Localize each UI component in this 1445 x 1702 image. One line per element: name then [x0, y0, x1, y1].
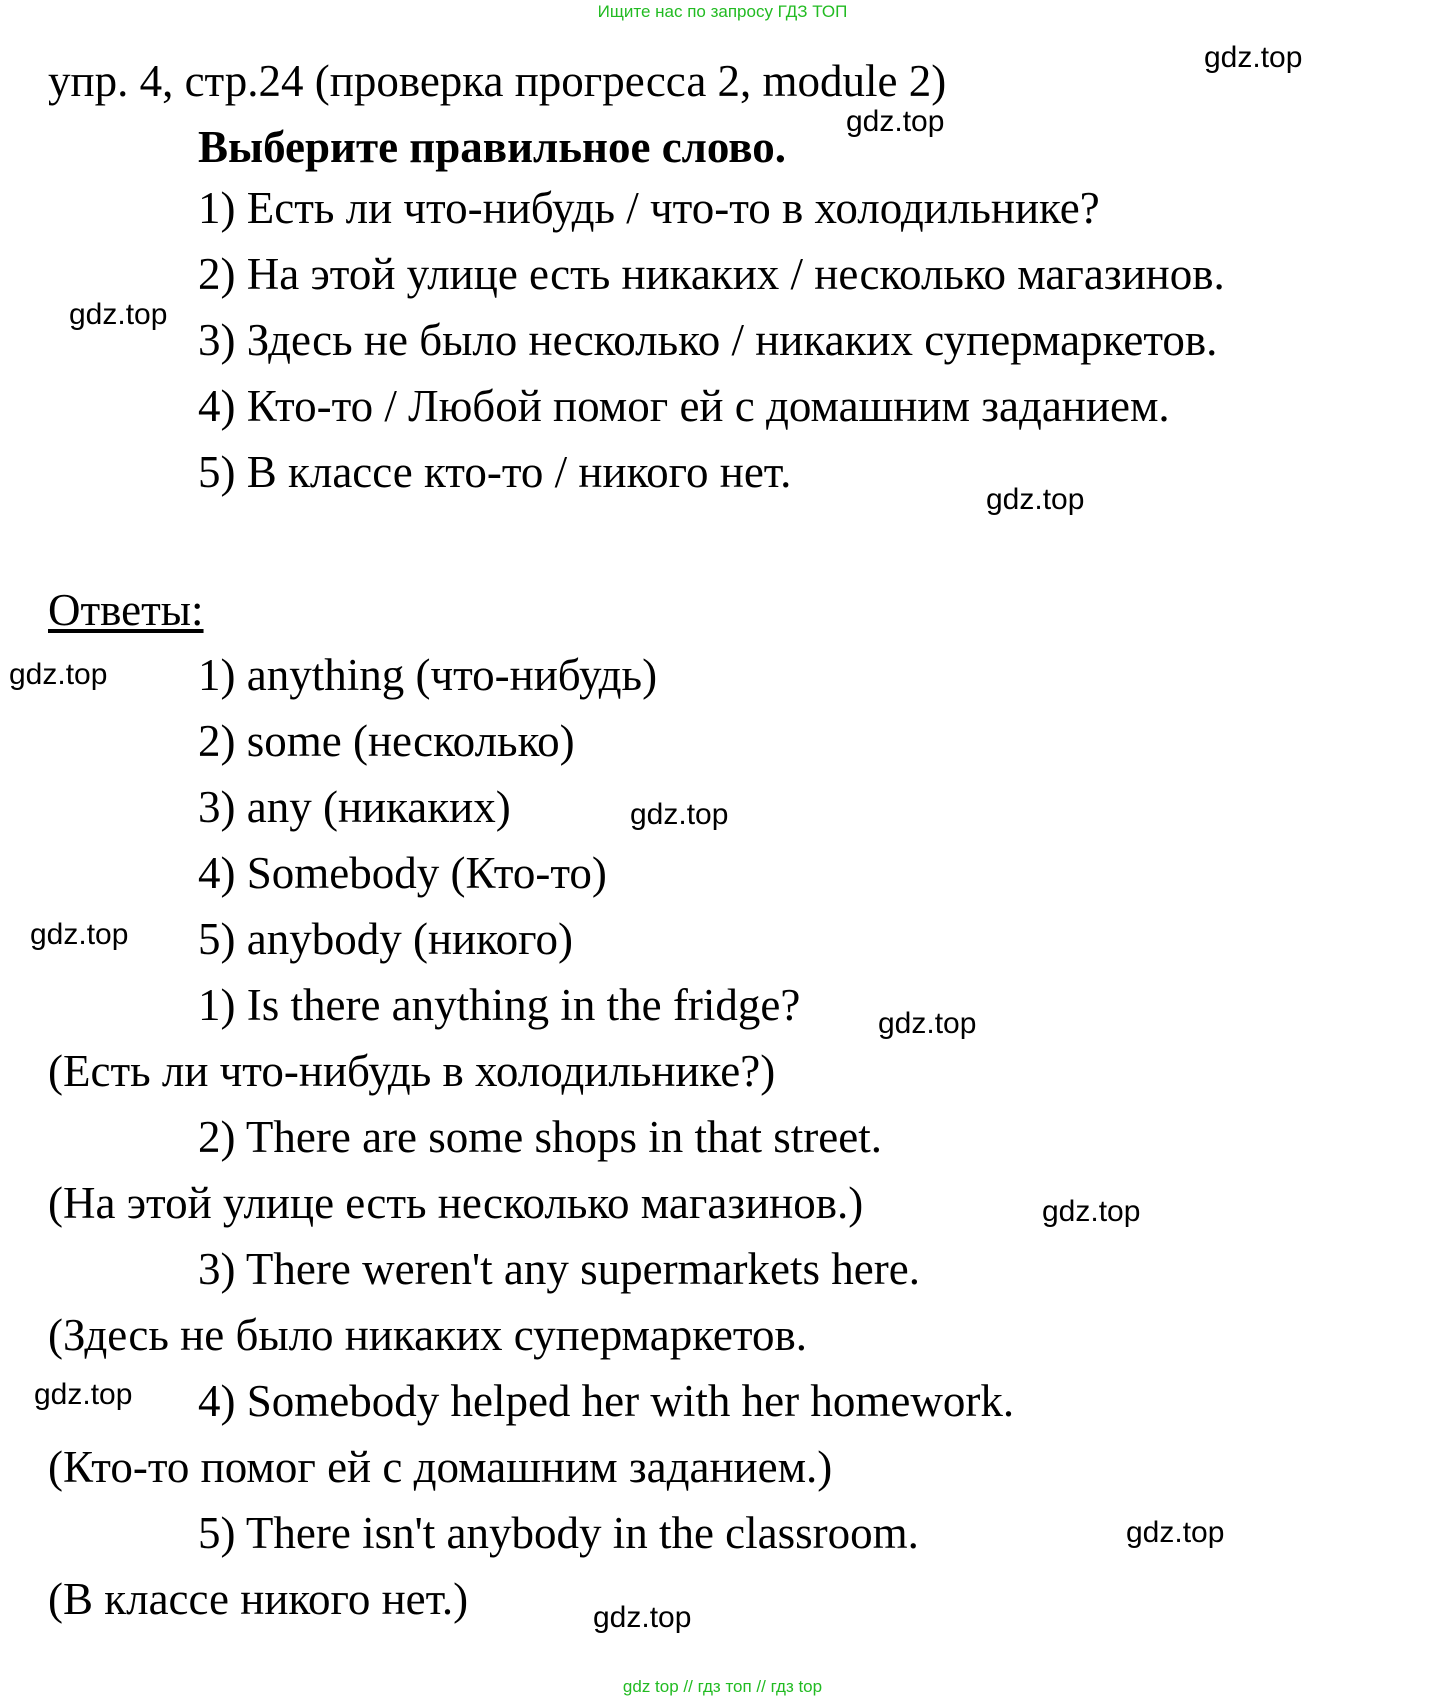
answer-sentence-4-english: 4) Somebody helped her with her homework. [198, 1376, 1015, 1426]
watermark: gdz.top [630, 798, 729, 831]
watermark: gdz.top [1042, 1195, 1141, 1228]
answer-sentence-1-russian: (Есть ли что-нибудь в холодильнике?) [48, 1046, 776, 1096]
watermark: gdz.top [593, 1601, 692, 1634]
watermark: gdz.top [1126, 1516, 1225, 1549]
answer-sentence-5-russian: (В классе никого нет.) [48, 1574, 469, 1624]
bottom-banner: gdz top // гдз топ // гдз top [622, 1677, 823, 1696]
watermark: gdz.top [69, 298, 168, 331]
answer-word-3: 3) any (никаких) [198, 782, 511, 832]
answer-sentence-2-english: 2) There are some shops in that street. [198, 1112, 882, 1162]
exercise-item-2: 2) На этой улице есть никаких / несколько магазинов. [198, 249, 1225, 299]
answer-sentence-3-english: 3) There weren't any supermarkets here. [198, 1244, 920, 1294]
exercise-item-3: 3) Здесь не было несколько / никаких супермаркетов. [198, 315, 1218, 365]
watermark: gdz.top [1204, 41, 1303, 74]
answer-sentence-2-russian: (На этой улице есть несколько магазинов.) [48, 1178, 864, 1228]
answer-sentence-3-russian: (Здесь не было никаких супермаркетов. [48, 1310, 807, 1360]
exercise-item-1: 1) Есть ли что-нибудь / что-то в холодильнике? [198, 183, 1100, 233]
answer-sentence-5-english: 5) There isn't anybody in the classroom. [198, 1508, 919, 1558]
answer-word-5: 5) anybody (никого) [198, 914, 574, 964]
answer-sentence-4-russian: (Кто-то помог ей с домашним заданием.) [48, 1442, 833, 1492]
watermark: gdz.top [986, 483, 1085, 516]
watermark: gdz.top [30, 918, 129, 951]
watermark: gdz.top [846, 105, 945, 138]
answer-word-4: 4) Somebody (Кто-то) [198, 848, 607, 898]
exercise-item-5: 5) В классе кто-то / никого нет. [198, 447, 792, 497]
exercise-instruction: Выберите правильное слово. [198, 122, 787, 172]
top-banner: Ищите нас по запросу ГДЗ ТОП [597, 2, 848, 21]
watermark: gdz.top [34, 1378, 133, 1411]
exercise-heading: упр. 4, стр.24 (проверка прогресса 2, module 2) [48, 56, 947, 106]
answer-sentence-1-english: 1) Is there anything in the fridge? [198, 980, 801, 1030]
answers-title: Ответы: [48, 585, 204, 635]
answer-word-2: 2) some (несколько) [198, 716, 575, 766]
watermark: gdz.top [9, 658, 108, 691]
watermark: gdz.top [878, 1007, 977, 1040]
answer-word-1: 1) anything (что-нибудь) [198, 650, 658, 700]
exercise-item-4: 4) Кто-то / Любой помог ей с домашним заданием. [198, 381, 1170, 431]
